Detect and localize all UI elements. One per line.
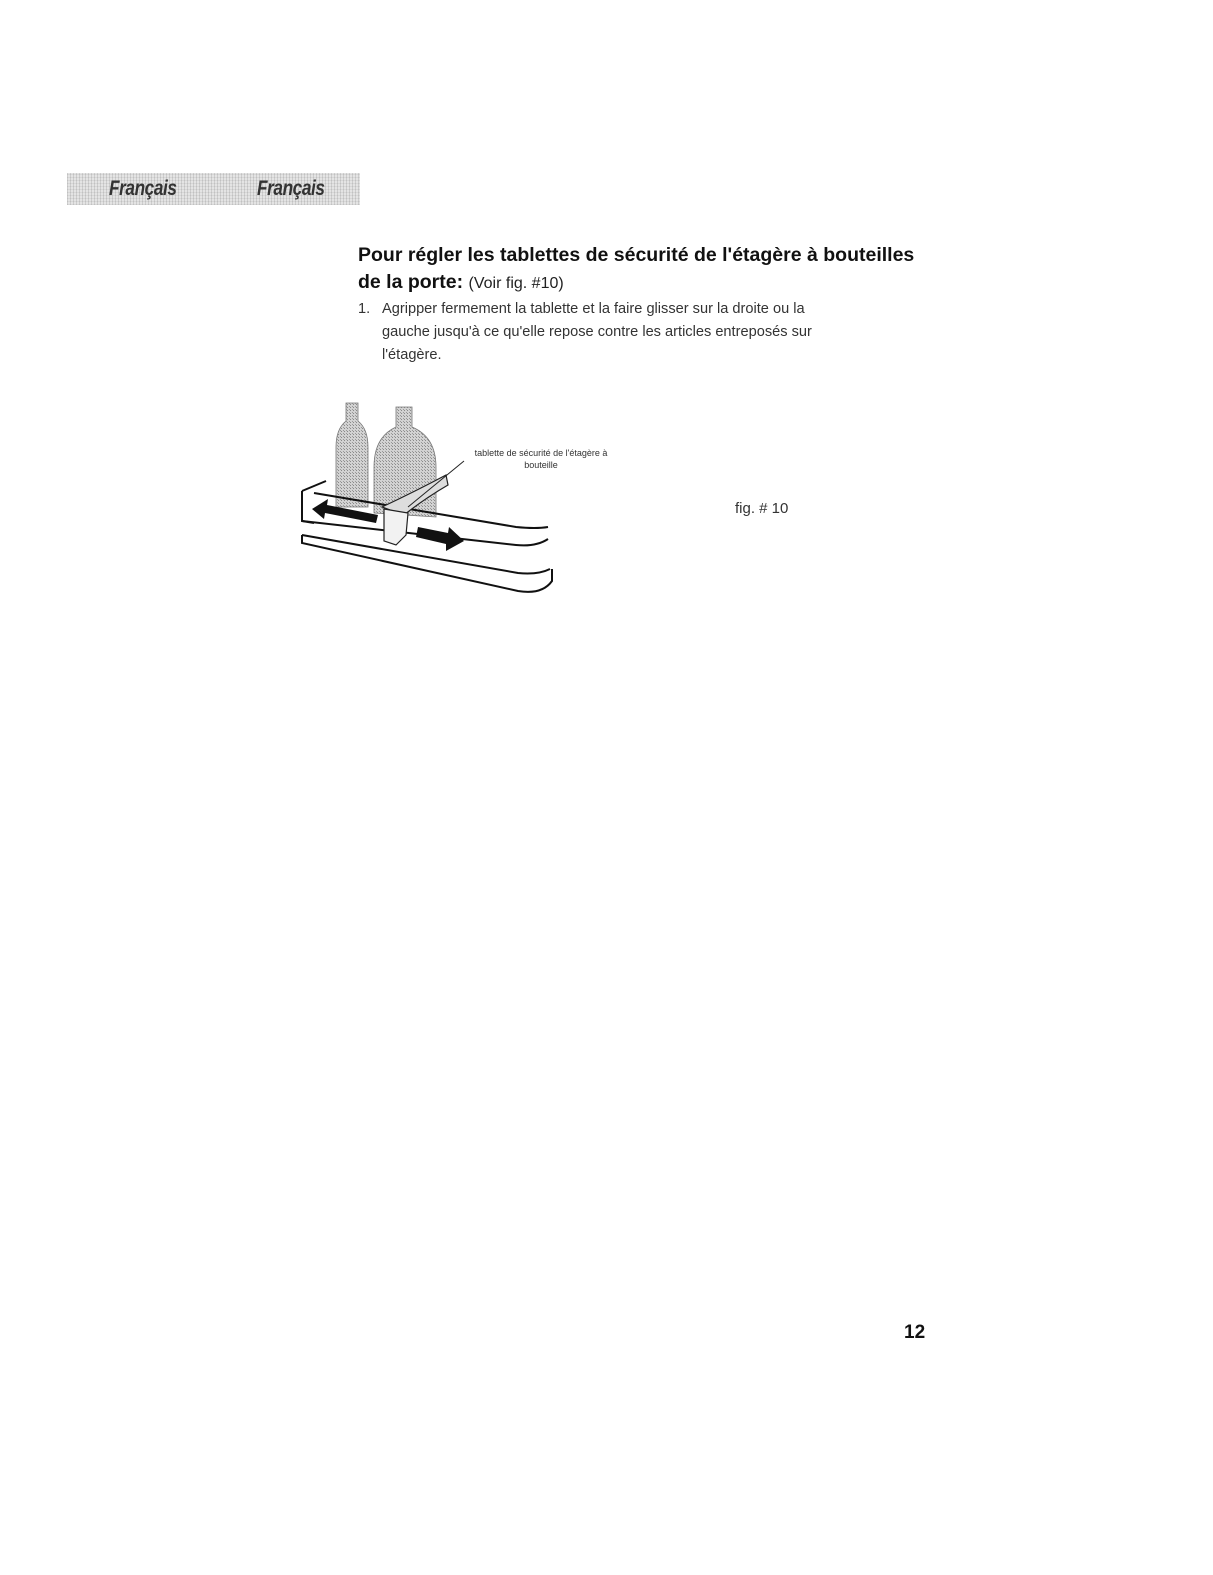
- figure-reference: (Voir fig. #10): [468, 275, 564, 292]
- instruction-step: [358, 298, 828, 367]
- step-text: Agripper fermement la tablette et la faire glisser sur la droite ou la gauche jusqu'à ce qu'elle repose contre les articles entreposés sur l'étagère.: [382, 301, 812, 363]
- figure-callout-label: tablette de sécurité de l'étagère à bouteille: [474, 448, 608, 470]
- section-title: Pour régler les tablettes de sécurité de l'étagère à bouteilles de la porte:: [358, 244, 915, 293]
- language-tab: Français: [109, 177, 177, 200]
- door-bottle-shelf-illustration: [296, 395, 626, 615]
- language-tab: Français: [257, 177, 325, 200]
- page-number: 12: [904, 1322, 926, 1343]
- language-banner: [67, 173, 360, 205]
- step-number: 1.: [358, 301, 371, 317]
- bottle-icon: [336, 403, 368, 507]
- section-heading: [358, 242, 918, 297]
- right-arrow-icon: [416, 527, 464, 551]
- figure-caption: fig. # 10: [735, 500, 789, 517]
